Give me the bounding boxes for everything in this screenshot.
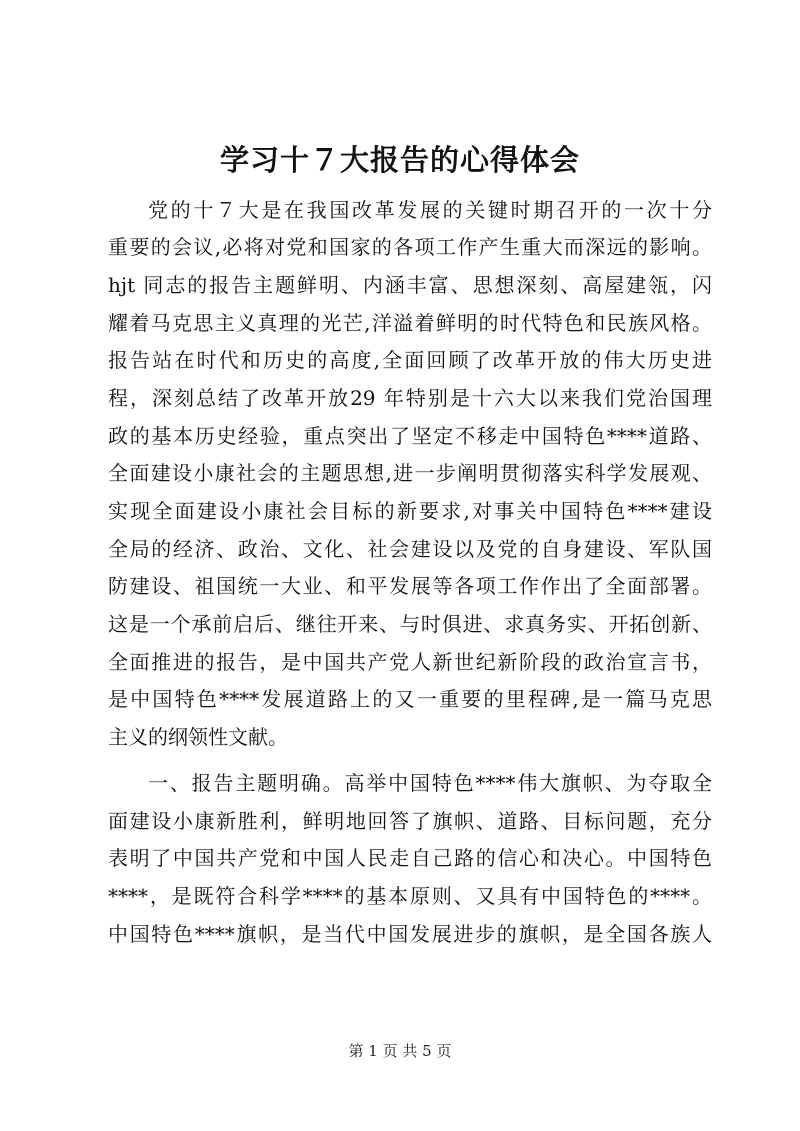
text-line: 面建设小康新胜利，鲜明地回答了旗帜、道路、目标问题，充分 (108, 809, 712, 833)
text-line: 全局的经济、政治、文化、社会建设以及党的自身建设、军队国 (108, 537, 712, 561)
text-line: 中国特色****旗帜，是当代中国发展进步的旗帜，是全国各族人 (108, 922, 712, 946)
page-number-footer: 第 1 页 共 5 页 (348, 1042, 452, 1060)
text-line: 政的基本历史经验，重点突出了坚定不移走中国特色****道路、 (108, 424, 712, 448)
document-title: 学习十７大报告的心得体会 (219, 143, 580, 177)
text-line: 主义的纲领性文献。 (108, 725, 288, 749)
text-line: 报告站在时代和历史的高度,全面回顾了改革开放的伟大历史进 (108, 348, 712, 372)
text-line: 全面建设小康社会的主题思想,进一步阐明贯彻落实科学发展观、 (108, 461, 712, 485)
text-line: ****，是既符合科学****的基本原则、又具有中国特色的****。 (108, 884, 712, 908)
text-line: 党的十７大是在我国改革发展的关键时期召开的一次十分 (148, 198, 712, 222)
text-line: 全面推进的报告，是中国共产党人新世纪新阶段的政治宣言书， (108, 650, 712, 674)
text-line: hjt 同志的报告主题鲜明、内涵丰富、思想深刻、高屋建瓴，闪 (108, 273, 712, 297)
text-line: 这是一个承前启后、继往开来、与时俱进、求真务实、开拓创新、 (108, 612, 712, 636)
text-line: 是中国特色****发展道路上的又一重要的里程碑,是一篇马克思 (108, 687, 712, 711)
text-line: 防建设、祖国统一大业、和平发展等各项工作作出了全面部署。 (108, 574, 712, 598)
text-line: 重要的会议,必将对党和国家的各项工作产生重大而深远的影响。 (108, 235, 712, 259)
text-line: 耀着马克思主义真理的光芒,洋溢着鲜明的时代特色和民族风格。 (108, 311, 712, 335)
text-line: 程，深刻总结了改革开放29 年特别是十六大以来我们党治国理 (108, 386, 712, 410)
text-line: 表明了中国共产党和中国人民走自己路的信心和决心。中国特色 (108, 846, 712, 870)
text-line: 实现全面建设小康社会目标的新要求,对事关中国特色****建设 (108, 499, 712, 523)
text-line: 一、报告主题明确。高举中国特色****伟大旗帜、为夺取全 (148, 771, 712, 795)
